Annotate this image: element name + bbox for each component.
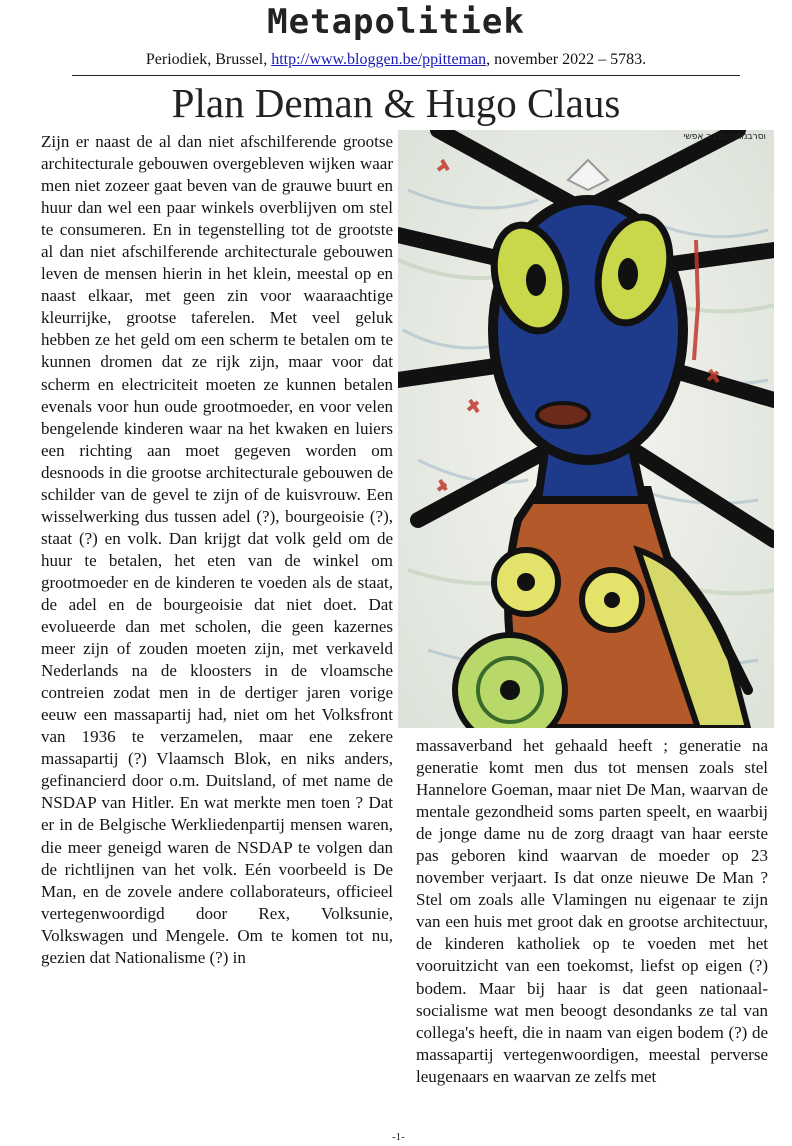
abstract-figure-painting-icon: [398, 130, 774, 728]
subline-suffix: , november 2022 – 5783.: [486, 51, 647, 68]
page-number: -1-: [392, 1131, 405, 1143]
masthead-divider: [72, 75, 740, 76]
article-column-right: massaverband het gehaald heeft ; generatie na generatie komt men dus tot mensen zoals stel Hannelore Goeman, maar niet De Man, waarvan de mentale gezondheid soms parten speelt, en waarbij de jonge dame nu de zorg draagt van haar eerste pas geboren kind waarvan de moeder op 23 november verjaart. Is dat onze nieuwe De Man ? Stel om zoals alle Vlamingen nu eigenaar te zijn van een huis met groot dak en grootse architectuur, de kinderen katholiek op te voeden met het vooruitzicht van een toekomst, liefst op eigen (?) bodem. Maar bij haar is dat geen nationaal-socialisme wat men beoogt desondanks ze tal van collega's heeft, die in naam van eigen bodem (?) de massapartij vertegenwoordigen, meestal perverse leugenaars en waarvan ze zelfs met: [416, 736, 768, 1086]
subline: [0, 51, 792, 69]
article-column-left: Zijn er naast de al dan niet afschilferende grootse architecturale gebouwen overgebleven wijken waar men niet zozeer gaat beven van de grauwe buurt en huur dan wel een paar winkels overblijven om stel te consumeren. En in tegenstelling tot de grootste al dan niet afschilferende architecturale gebouwen leven de mensen hierin in het klein, meestal op en naast elkaar, met geen zin voor waaraachtige kleurrijke, grootse taferelen. Met veel geluk hebben ze het geld om een scherm te betalen om te kunnen dromen dat ze rijk zijn, maar voor dat scherm en electriciteit moeten ze kunnen betalen evenals voor hun oude grootmoeder, en voor velen bengelende kinderen waar na het kwaken en luiers een richting aan moet gegeven worden om desnoods in die grootse architecturale gebouwen de schilder van de gevel te zijn of de kuisvrouw. Een wisselwerking dus tussen adel (?), bourgeoisie (?), staat (?) en volk. Dan krijgt dat volk geld om de huur te betalen, het eten van de winkel om grootmoeder en de kinderen te voeden als de staat, de adel en de bourgeoisie dat niet doet. Dat evolueerde dan met scholen, die geen kazernes meer zijn of zouden moeten zijn, met verkaveld Nederlands na de kloosters in de vloamsche contreien zodat men in de dertiger jaren vorige eeuw een massapartij had, niet om het Volksfront van 1936 te verzamelen, maar ene zekere massapartij (?) Vlaamsch Blok, en niks anders, gefinancierd door o.m. Duitsland, of met name de NSDAP van Hitler. En wat merkte men toen ? Dat er in de Belgische Werkliedenpartij mensen waren, die meer geneigd waren de NSDAP te volgen dan de richtlijnen van het volk. Eén voorbeeld is De Man, en de zovele andere collaborateurs, officieel vertegenwoordigd door Rex, Volksunie, Volkswagen und Mengele. Om te komen tot nu, gezien dat Nationalisme (?) in: [41, 132, 393, 967]
article-headline: Plan Deman & Hugo Claus: [171, 80, 621, 126]
blog-link[interactable]: http://www.bloggen.be/ppitteman: [271, 51, 487, 68]
painting-illustration: [398, 130, 774, 728]
masthead-title: Metapolitiek: [267, 2, 525, 42]
subline-prefix: Periodiek, Brussel,: [145, 51, 272, 68]
painting-caption: וסרבנותה בדבר אפשי: [683, 132, 766, 142]
